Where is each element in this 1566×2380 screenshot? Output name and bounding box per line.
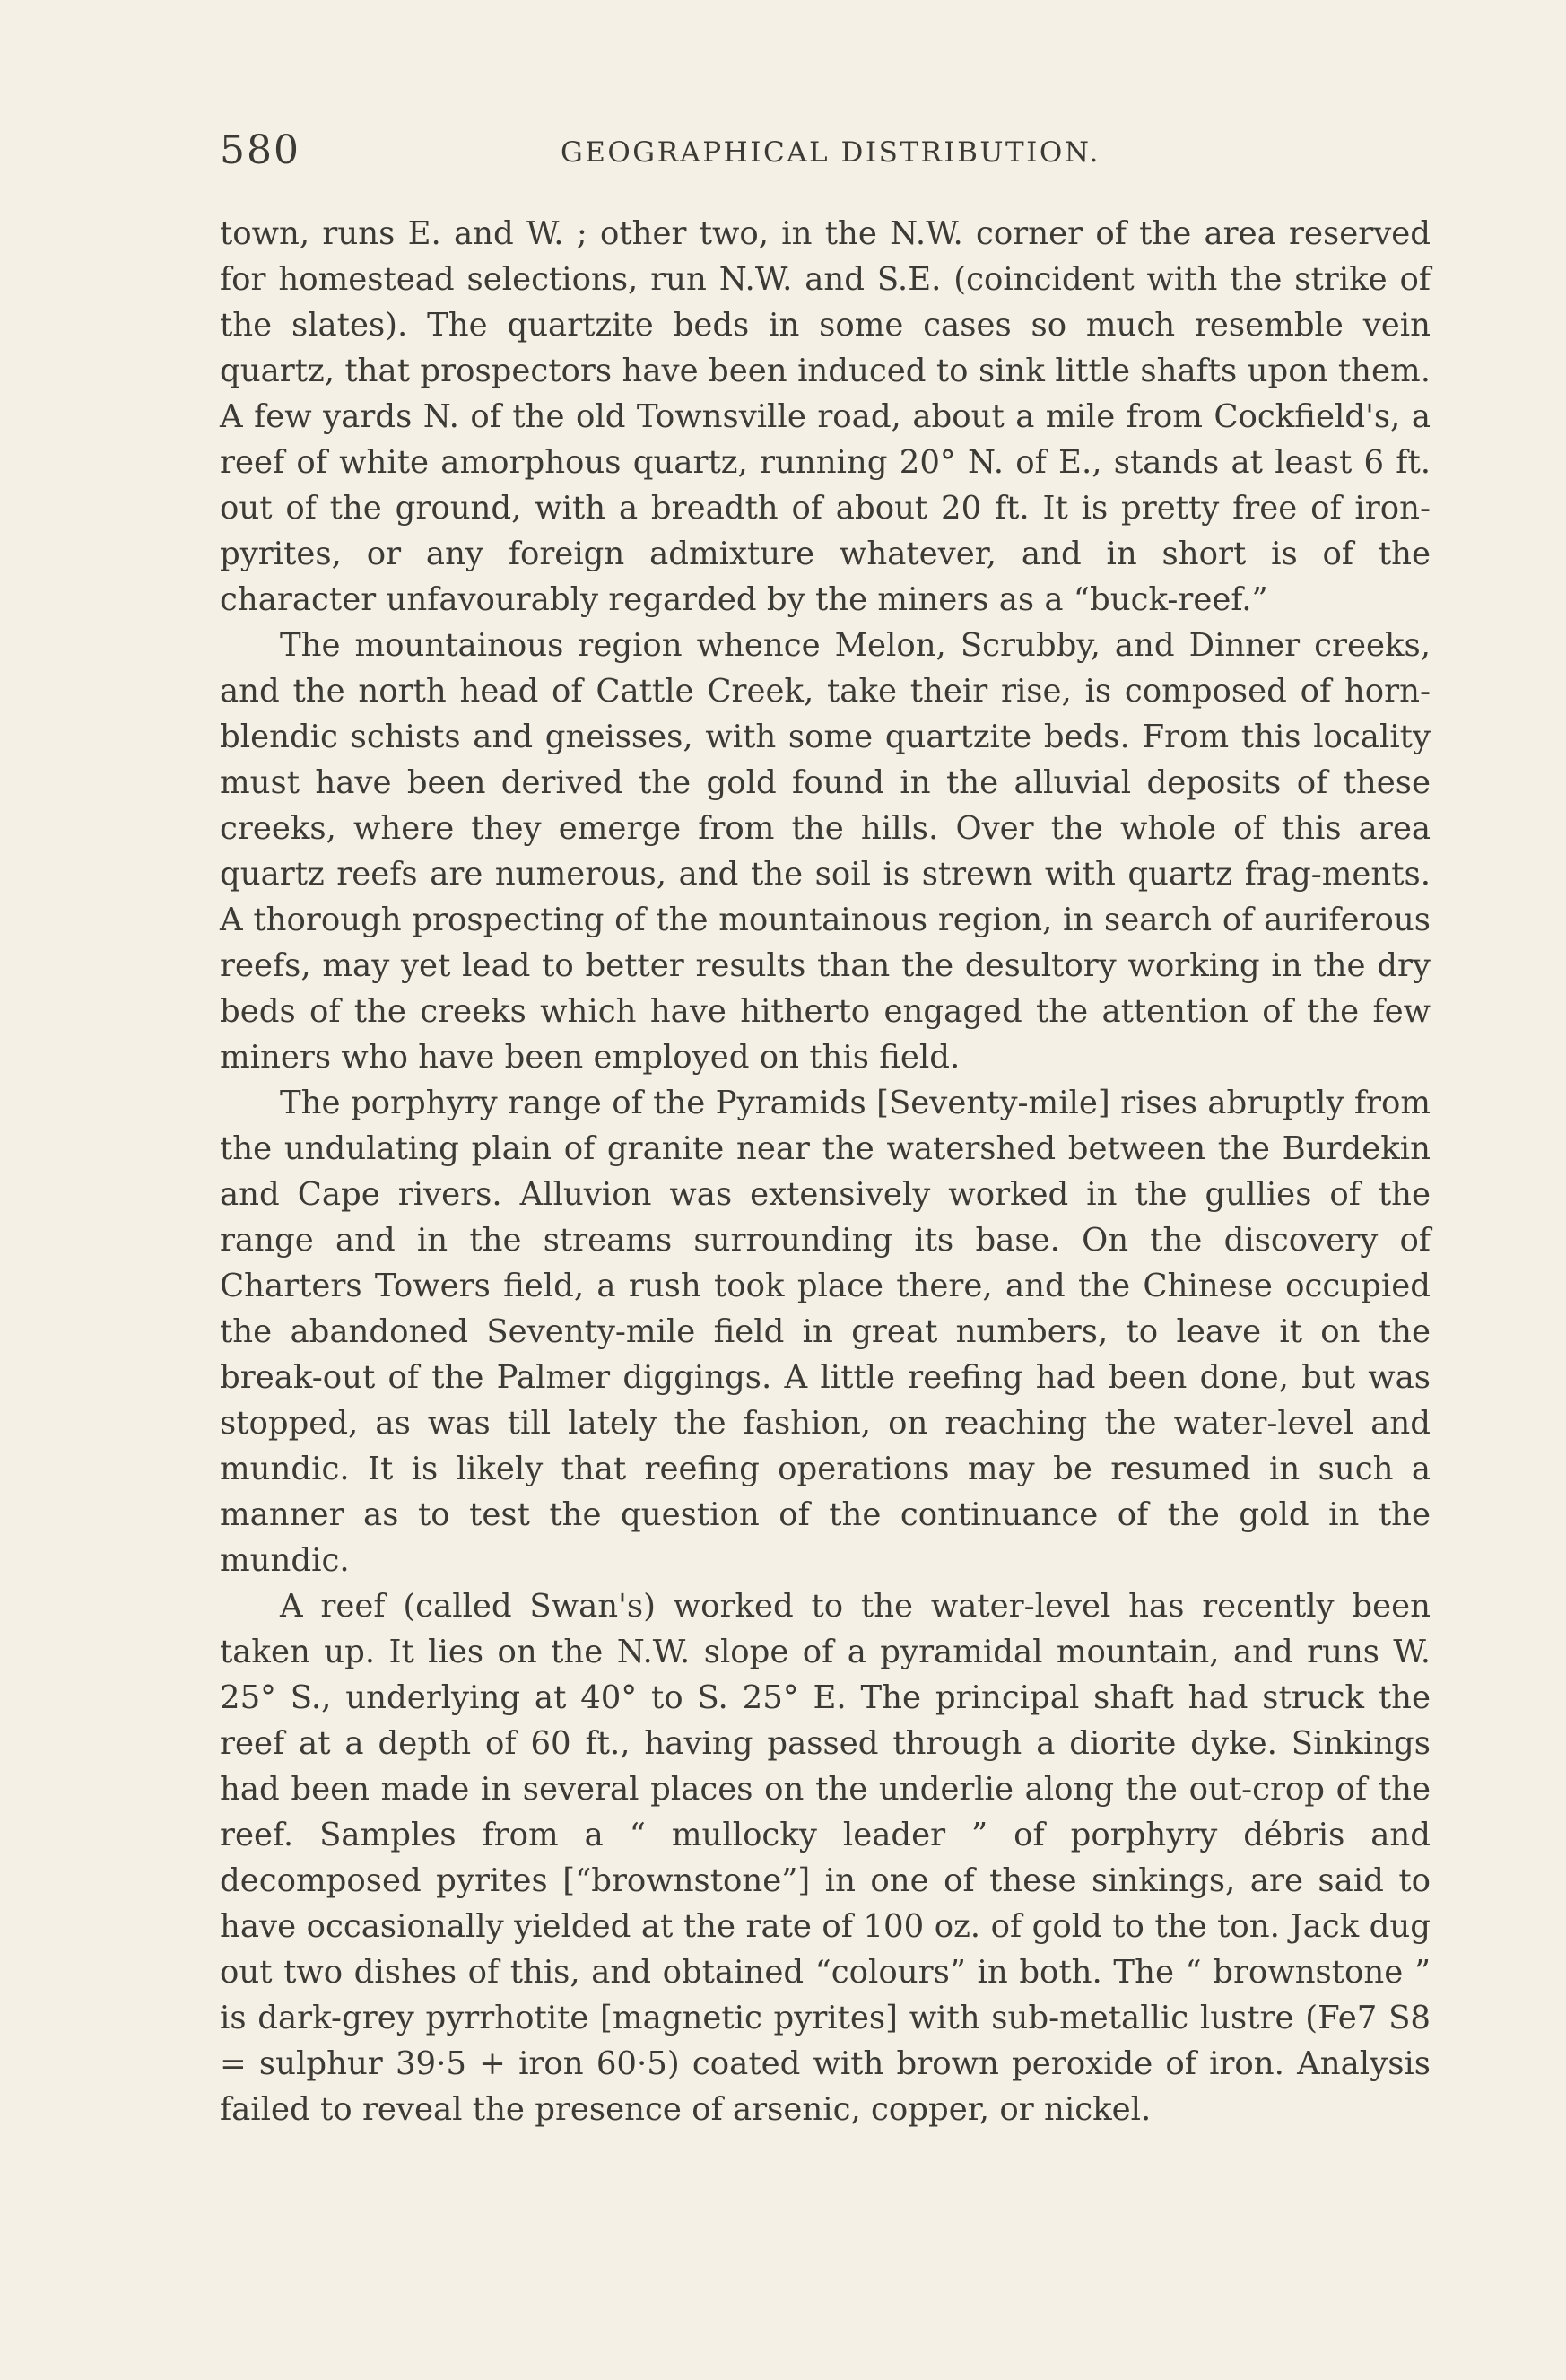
running-head: GEOGRAPHICAL DISTRIBUTION. xyxy=(561,136,1101,169)
paragraph-3: The porphyry range of the Pyramids [Seventy-mile] rises abruptly from the undulating plain of granite near the watershed between the Burdekin and Cape rivers. Alluvion was extensively worked in the gullies of the range and in the streams surrounding its base. On the discovery of Charters Towers field, a rush took place there, and the Chinese occupied the abandoned Seventy-mile field in great numbers, to leave it on the break-out of the Palmer diggings. A little reefing had been done, but was stopped, as was till lately the fashion, on reaching the water-level and mundic. It is likely that reefing operations may be resumed in such a manner as to test the question of the continuance of the gold in the mundic. xyxy=(220,1085,1431,1579)
paragraph-4: A reef (called Swan's) worked to the water-level has recently been taken up. It lies on the N.W. slope of a pyramidal mountain, and runs W. 25° S., underlying at 40° to S. 25° E. The principal shaft had struck the reef at a depth of 60 ft., having passed through a diorite dyke. Sinkings had been made in several places on the underlie along the out-crop of the reef. Samples from a “ mullocky leader ” of porphyry débris and decomposed pyrites [“brownstone”] in one of these sinkings, are said to have occasionally yielded at the rate of 100 oz. of gold to the ton. Jack dug out two dishes of this, and obtained “colours” in both. The “ brownstone ” is dark-grey pyrrhotite [magnetic pyrites] with sub-metallic lustre (Fe7 S8 = sulphur 39·5 + iron 60·5) coated with brown peroxide of iron. Analysis failed to reveal the presence of arsenic, copper, or nickel. xyxy=(220,1588,1431,2128)
page-number: 580 xyxy=(220,127,300,173)
page-header xyxy=(220,127,1431,181)
paragraph-2: The mountainous region whence Melon, Scrubby, and Dinner creeks, and the north head of Cattle Creek, take their rise, is composed of horn-blendic schists and gneisses, with some quartzite beds. From this locality must have been derived the gold found in the alluvial deposits of these creeks, where they emerge from the hills. Over the whole of this area quartz reefs are numerous, and the soil is strewn with quartz frag-ments. A thorough prospecting of the mountainous region, in search of auriferous reefs, may yet lead to better results than the desultory working in the dry beds of the creeks which have hitherto engaged the attention of the few miners who have been employed on this field. xyxy=(220,627,1431,1076)
body-text xyxy=(220,211,1431,2132)
paragraph-1: town, runs E. and W. ; other two, in the N.W. corner of the area reserved for homestead selections, run N.W. and S.E. (coincident with the strike of the slates). The quartzite beds in some cases so much resemble vein quartz, that prospectors have been induced to sink little shafts upon them. A few yards N. of the old Townsville road, about a mile from Cockfield's, a reef of white amorphous quartz, running 20° N. of E., stands at least 6 ft. out of the ground, with a breadth of about 20 ft. It is pretty free of iron-pyrites, or any foreign admixture whatever, and in short is of the character unfavourably regarded by the miners as a “buck-reef.” xyxy=(220,215,1431,618)
